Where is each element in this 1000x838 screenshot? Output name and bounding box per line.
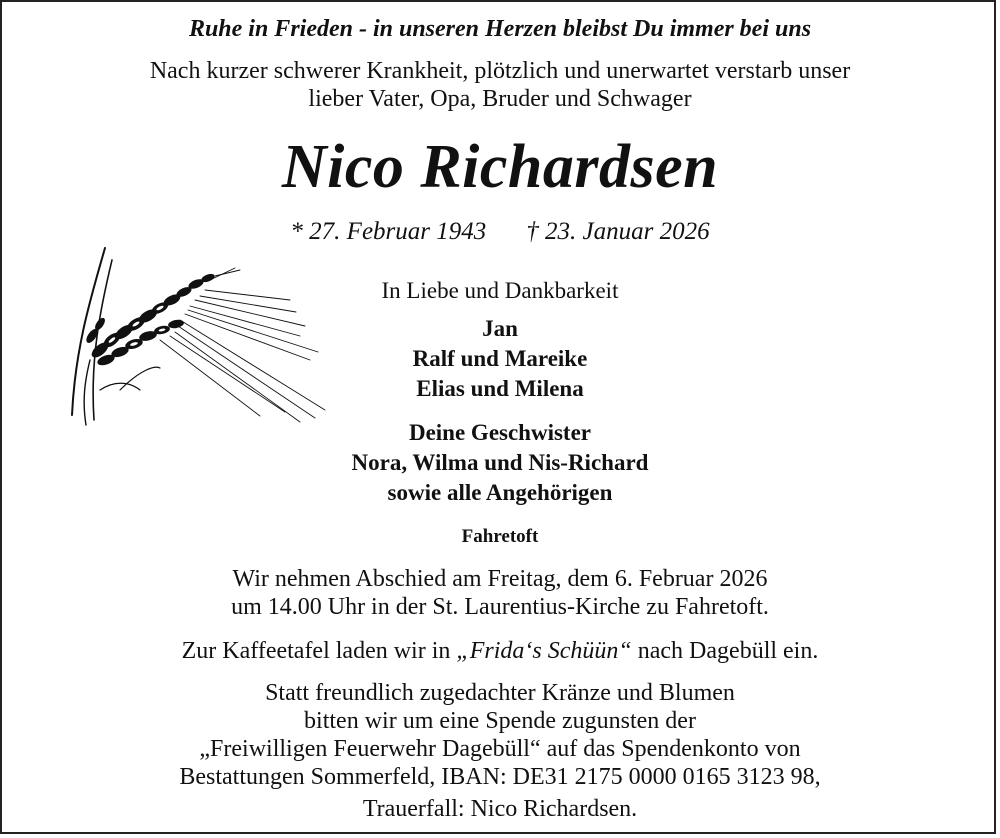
family-member: sowie alle Angehörigen: [387, 480, 613, 505]
coffee-line: [0, 638, 1000, 665]
intro-line-1: Nach kurzer schwerer Krankheit, plötzlich und unerwartet verstarb unser: [149, 58, 851, 84]
donation-line-3: „Freiwilligen Feuerwehr Dagebüll“ auf das Spendenkonto von: [199, 736, 801, 762]
place-name: Fahretoft: [461, 526, 539, 547]
death-date: † 23. Januar 2026: [526, 218, 710, 245]
motto: Ruhe in Frieden - in unseren Herzen bleibst Du immer bei uns: [188, 16, 812, 42]
donation-line-4: Bestattungen Sommerfeld, IBAN: DE31 2175 0000 0165 3123 98,: [179, 764, 821, 790]
family-member: Jan: [482, 316, 518, 341]
family-member: Ralf und Mareike: [412, 346, 588, 371]
family-member: Nora, Wilma und Nis-Richard: [351, 450, 649, 475]
donation-line-1: Statt freundlich zugedachter Kränze und Blumen: [265, 680, 735, 706]
family-member: Deine Geschwister: [408, 420, 592, 445]
farewell-line-2: um 14.00 Uhr in der St. Laurentius-Kirche zu Fahretoft.: [231, 594, 769, 620]
intro-line-2: lieber Vater, Opa, Bruder und Schwager: [308, 86, 692, 112]
deceased-name: Nico Richardsen: [281, 133, 719, 201]
life-dates: [0, 218, 1000, 246]
donation-line-5: Trauerfall: Nico Richardsen.: [362, 796, 638, 822]
family-member: Elias und Milena: [416, 376, 584, 401]
thanks-line: In Liebe und Dankbarkeit: [381, 278, 619, 303]
birth-date: * 27. Februar 1943: [290, 218, 487, 245]
coffee-venue: „Frida‘s Schüün“: [456, 638, 632, 664]
coffee-after: nach Dagebüll ein.: [631, 638, 819, 664]
donation-line-2: bitten wir um eine Spende zugunsten der: [304, 708, 696, 734]
farewell-line-1: Wir nehmen Abschied am Freitag, dem 6. Februar 2026: [232, 566, 768, 592]
coffee-before: Zur Kaffeetafel laden wir in: [181, 638, 457, 664]
